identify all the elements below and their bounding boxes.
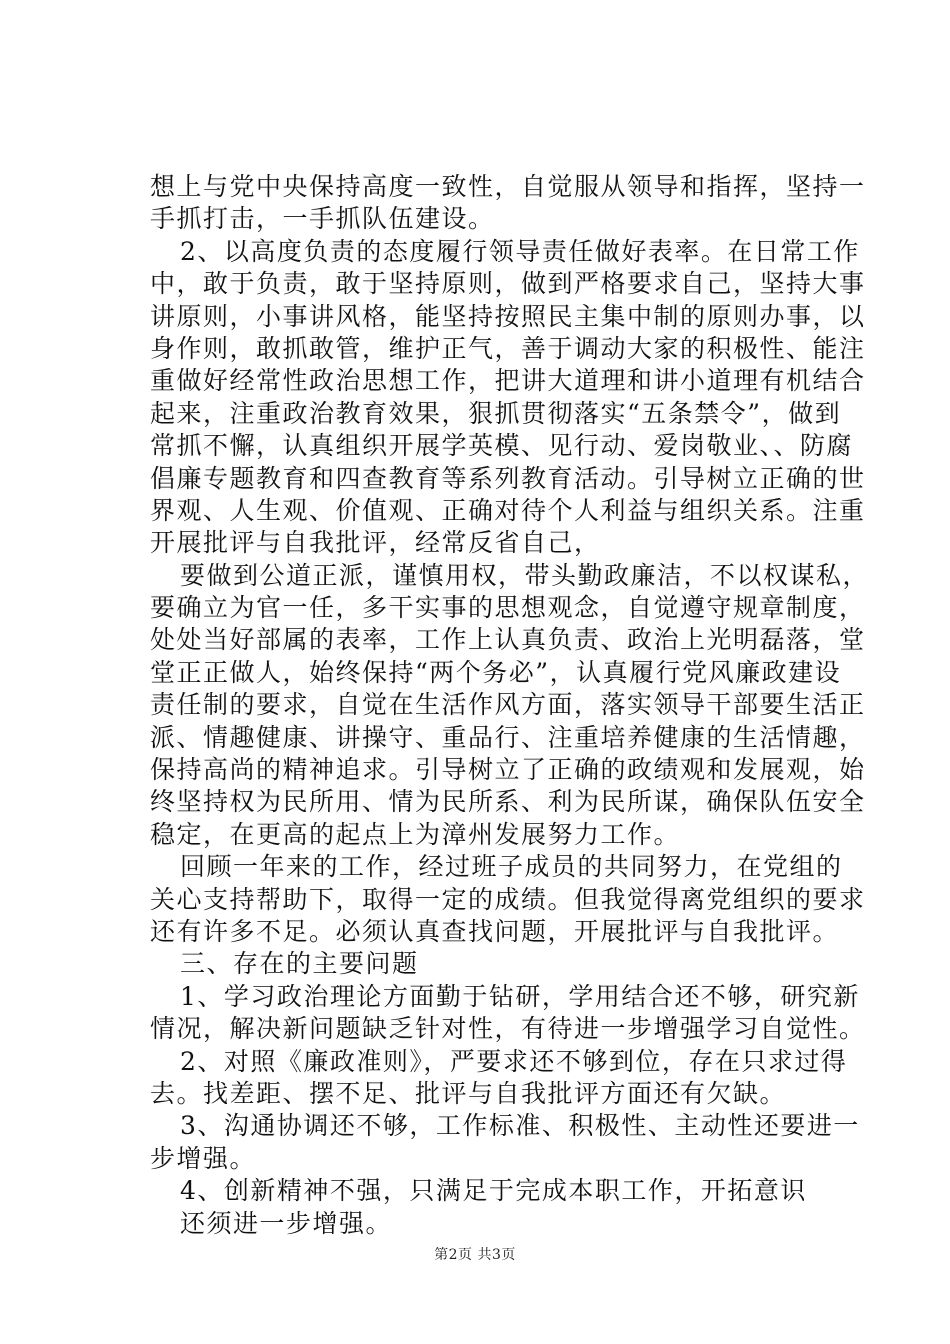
text-line: 稳定，在更高的起点上为漳州发展努力工作。: [150, 819, 681, 849]
text-line: 要确立为官一任，多干实事的思想观念，自觉遵守规章制度，: [150, 593, 866, 623]
text-line: 责任制的要求，自觉在生活作风方面，落实领导干部要生活正: [150, 690, 866, 720]
text-line: 倡廉专题教育和四查教育等系列教育活动。引导树立正确的世: [150, 463, 866, 493]
paragraph-start-line: 4、创新精神不强，只满足于完成本职工作，开拓意识: [180, 1176, 807, 1206]
text-line: 去。找差距、摆不足、批评与自我批评方面还有欠缺。: [150, 1078, 787, 1108]
paragraph-start-line: 1、学习政治理论方面勤于钻研，学用结合还不够，研究新: [180, 981, 860, 1011]
text-line: 讲原则，小事讲风格，能坚持按照民主集中制的原则办事，以: [150, 301, 866, 331]
paragraph-start-line: 2、对照《廉政准则》，严要求还不够到位，存在只求过得: [180, 1046, 848, 1076]
paragraph-start-line: 2、以高度负责的态度履行领导责任做好表率。在日常工作: [180, 236, 860, 266]
paragraph-start-line: 3、沟通协调还不够，工作标准、积极性、主动性还要进一: [180, 1111, 860, 1141]
page-footer: [0, 1244, 950, 1264]
text-line: 起来，注重政治教育效果，狠抓贯彻落实“五条禁令”，做到: [150, 398, 842, 428]
text-line: 开展批评与自我批评，经常反省自己，: [150, 528, 601, 558]
text-line: 身作则，敢抓敢管，维护正气，善于调动大家的积极性、能注: [150, 333, 866, 363]
paragraph-start-line: 回顾一年来的工作，经过班子成员的共同努力，在党组的: [180, 852, 843, 882]
text-line: 常抓不懈，认真组织开展学英模、见行动、爱岗敬业、、防腐: [150, 431, 854, 461]
text-line: 保持高尚的精神追求。引导树立了正确的政绩观和发展观，始: [150, 755, 866, 785]
paragraph-start-line: 要做到公道正派，谨慎用权，带头勤政廉洁，不以权谋私，: [180, 560, 870, 590]
text-line: 中，敢于负责，敢于坚持原则，做到严格要求自己，坚持大事: [150, 269, 866, 299]
text-line: 界观、人生观、价值观、正确对待个人利益与组织关系。注重: [150, 495, 866, 525]
text-line: 关心支持帮助下，取得一定的成绩。但我觉得离党组织的要求: [150, 884, 866, 914]
text-line: 堂正正做人，始终保持“两个务必”，认真履行党风廉政建设: [150, 657, 842, 687]
document-body: [150, 171, 870, 1240]
text-line: 想上与党中央保持高度一致性，自觉服从领导和指挥，坚持一: [150, 172, 866, 201]
section-heading: 三、存在的主要问题: [180, 949, 419, 979]
text-line: 重做好经常性政治思想工作，把讲大道理和讲小道理有机结合: [150, 366, 866, 396]
text-line: 步增强。: [150, 1143, 257, 1173]
page-number-label: 第2页 共3页: [434, 1247, 516, 1263]
text-line: 还有许多不足。必须认真查找问题，开展批评与自我批评。: [150, 916, 840, 946]
text-line: 处处当好部属的表率，工作上认真负责、政治上光明磊落，堂: [150, 625, 866, 655]
text-line: 手抓打击，一手抓队伍建设。: [150, 204, 495, 234]
text-line: 终坚持权为民所用、情为民所系、利为民所谋，确保队伍安全: [150, 787, 866, 817]
text-line: 还须进一步增强。: [180, 1208, 393, 1238]
text-line: 情况，解决新问题缺乏针对性，有待进一步增强学习自觉性。: [150, 1014, 866, 1044]
text-line: 派、情趣健康、讲操守、重品行、注重培养健康的生活情趣，: [150, 722, 866, 752]
